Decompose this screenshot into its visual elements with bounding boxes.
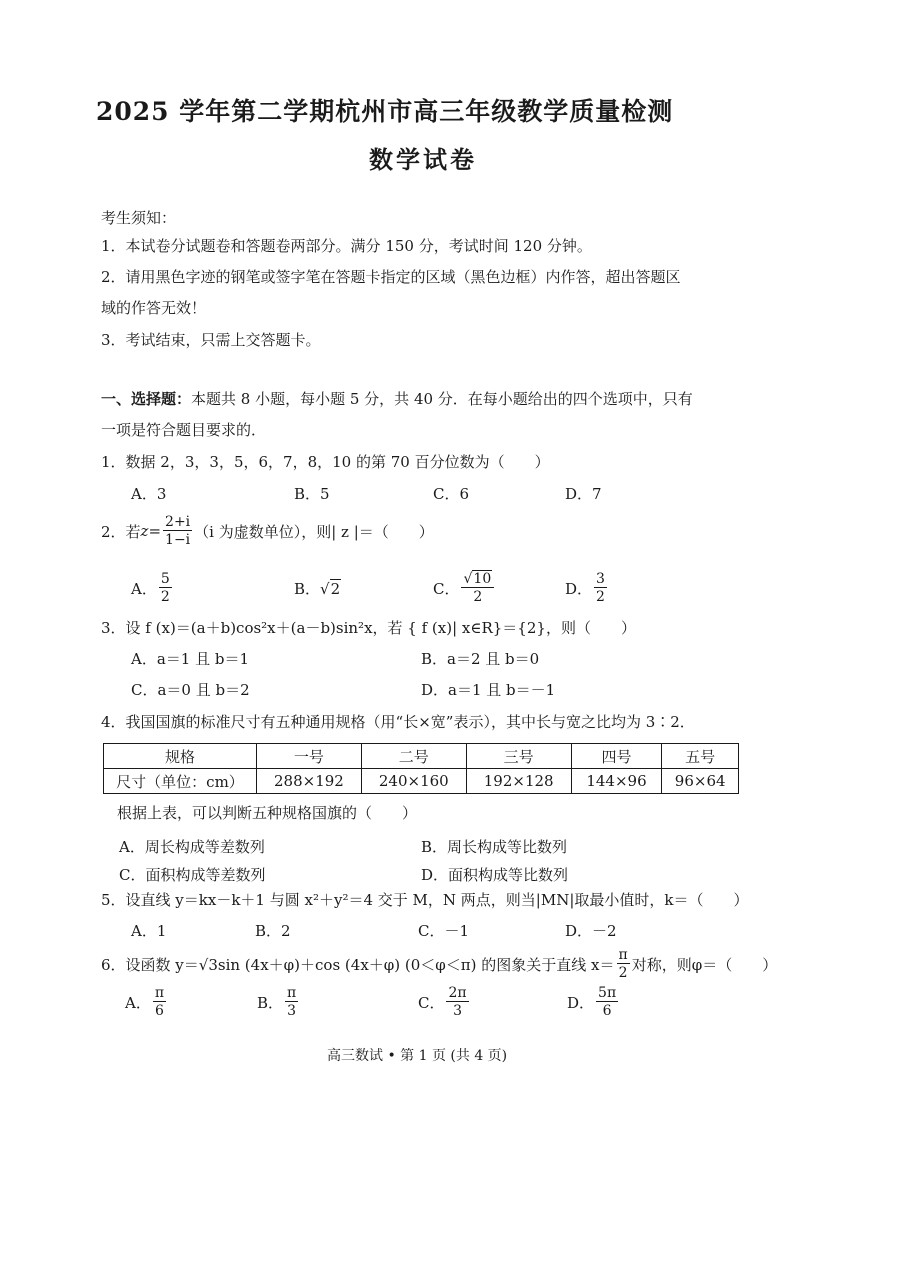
q6-option-d-numerator: 5π [598, 985, 617, 1001]
exam-title: 2025 学年第二学期杭州市高三年级教学质量检测 [96, 97, 674, 126]
q2-option-a-label: A． [131, 579, 157, 598]
q2-option-b-root-sign: √ [320, 579, 330, 598]
q2-option-b-radicand: 2 [330, 580, 341, 598]
q5-stem: 5．设直线 y＝kx－k＋1 与圆 x²＋y²＝4 交于 M，N 两点，则当|MN|取最小值时，k＝（ ） [101, 891, 749, 909]
notice-item-1: 1．本试卷分试题卷和答题卷两部分。满分 150 分，考试时间 120 分钟。 [101, 237, 592, 255]
q2-option-b [294, 578, 341, 599]
q2-option-a-numerator: 5 [160, 571, 170, 587]
q6-option-b-label: B． [257, 993, 284, 1012]
q6-option-b-denominator: 3 [287, 1003, 297, 1019]
section-heading [101, 388, 693, 409]
q5-option-d: D．－2 [565, 922, 617, 940]
q2-variable: z [140, 522, 149, 540]
q2-option-c-label: C． [433, 579, 460, 598]
q6-option-a [125, 986, 168, 1018]
q2-option-c-root-sign: √ [463, 571, 473, 587]
q6-stem-part2: 对称，则φ＝（ ） [631, 955, 778, 974]
q6-option-a-numerator: π [154, 985, 165, 1001]
q2-fraction-denominator: 1−i [165, 532, 191, 548]
table-cell: 96×64 [662, 769, 739, 794]
notice-item-2: 2．请用黑色字迹的钢笔或签字笔在答题卡指定的区域（黑色边框）内作答，超出答题区 [101, 268, 681, 286]
section-desc-line1: 本题共 8 小题，每小题 5 分，共 40 分．在每小题给出的四个选项中，只有 [191, 390, 693, 408]
q6-option-b-fraction [285, 986, 298, 1018]
table-header-cell: 四号 [571, 744, 662, 769]
q2-option-d-numerator: 3 [596, 571, 605, 587]
table-cell: 尺寸（单位：cm） [104, 769, 257, 794]
q4-option-b: B．周长构成等比数列 [421, 838, 568, 856]
q6-option-d-denominator: 6 [602, 1003, 612, 1019]
q5-option-c: C．－1 [418, 922, 470, 940]
q2-prefix: 2．若 [101, 522, 141, 541]
q2-option-b-label: B． [294, 580, 321, 598]
q6-stem-part1: 6．设函数 y＝√3sin (4x＋φ)＋cos (4x＋φ) (0＜φ＜π) 的图象关于直线 x＝ [101, 955, 615, 974]
q3-stem: 3．设 f (x)＝(a＋b)cos²x＋(a－b)sin²x，若 { f (x)| x∈R}＝{2}，则（ ） [101, 619, 636, 637]
q6-option-a-denominator: 6 [154, 1003, 164, 1019]
q3-option-a: A．a＝1 且 b＝1 [131, 650, 250, 668]
q2-option-d-label: D． [565, 579, 593, 598]
q2-fraction-numerator: 2+i [165, 514, 191, 530]
q6-option-d [567, 986, 620, 1018]
q2-equals: = [148, 522, 162, 540]
table-header-cell: 三号 [466, 744, 571, 769]
section-label: 一、选择题： [101, 390, 192, 408]
q2-fraction [163, 515, 192, 547]
q6-stem [101, 948, 777, 980]
q2-option-a [131, 572, 174, 604]
q2-option-c-radicand: 10 [473, 571, 492, 587]
q4-option-a: A．周长构成等差数列 [119, 838, 265, 856]
q6-option-a-fraction [153, 986, 166, 1018]
exam-subtitle: 数学试卷 [369, 145, 477, 174]
table-header-cell: 一号 [257, 744, 362, 769]
q3-option-b: B．a＝2 且 b＝0 [421, 650, 540, 668]
q2-suffix: （i 为虚数单位），则| z |＝（ ） [194, 522, 434, 541]
q6-option-c-fraction [446, 986, 468, 1018]
q6-option-b-numerator: π [287, 985, 297, 1001]
q2-option-a-denominator: 2 [160, 589, 170, 605]
q2-option-a-fraction [159, 572, 172, 604]
q6-fraction-numerator: π [618, 947, 628, 963]
table-cell: 192×128 [466, 769, 571, 794]
q2-option-c-denominator: 2 [473, 589, 483, 605]
q6-fraction-denominator: 2 [618, 965, 628, 981]
notice-item-3: 3．考试结束，只需上交答题卡。 [101, 331, 321, 349]
q2-option-c-fraction [461, 572, 494, 604]
table-row [104, 769, 739, 794]
q2-option-c-numerator [461, 572, 494, 588]
table-cell: 288×192 [257, 769, 362, 794]
flag-size-table [103, 743, 739, 794]
q3-option-d: D．a＝1 且 b＝－1 [421, 681, 556, 699]
q2-option-c [433, 572, 496, 604]
page-footer: 高三数试 • 第 1 页 (共 4 页) [327, 1048, 508, 1064]
section-desc-line2: 一项是符合题目要求的． [101, 421, 267, 439]
q4-stem: 4．我国国旗的标准尺寸有五种通用规格（用“长×宽”表示），其中长与宽之比均为 3∶2． [101, 713, 695, 731]
q6-option-d-fraction [596, 986, 618, 1018]
q2-option-d [565, 572, 609, 604]
q1-stem: 1．数据 2，3，3，5，6，7，8，10 的第 70 百分位数为（ ） [101, 453, 550, 471]
q4-option-d: D．面积构成等比数列 [421, 866, 569, 884]
table-header-cell: 规格 [104, 744, 257, 769]
q5-option-a: A．1 [131, 922, 167, 940]
notice-item-2-cont: 域的作答无效！ [101, 299, 207, 317]
q2-option-d-fraction [594, 572, 607, 604]
q4-question: 根据上表，可以判断五种规格国旗的（ ） [117, 804, 418, 822]
table-cell: 144×96 [571, 769, 662, 794]
q1-option-d: D．7 [565, 485, 602, 503]
table-header-cell: 二号 [361, 744, 466, 769]
q6-option-d-label: D． [567, 993, 595, 1012]
table-cell: 240×160 [361, 769, 466, 794]
q6-option-c-numerator: 2π [448, 985, 467, 1001]
q4-option-c: C．面积构成等差数列 [119, 866, 266, 884]
q6-option-b [257, 986, 300, 1018]
q6-option-c-label: C． [418, 993, 445, 1012]
q5-option-b: B．2 [255, 922, 291, 940]
q3-option-c: C．a＝0 且 b＝2 [131, 681, 250, 699]
q1-option-c: C．6 [433, 485, 470, 503]
q6-fraction [617, 948, 630, 980]
q1-option-a: A．3 [131, 485, 167, 503]
table-header-cell: 五号 [662, 744, 739, 769]
notice-heading: 考生须知： [101, 209, 177, 227]
table-header-row [104, 744, 739, 769]
q6-option-c-denominator: 3 [453, 1003, 462, 1019]
q2-stem [101, 515, 434, 547]
q6-option-a-label: A． [125, 993, 151, 1012]
q1-option-b: B．5 [294, 485, 330, 503]
q2-option-d-denominator: 2 [596, 589, 605, 605]
q6-option-c [418, 986, 471, 1018]
